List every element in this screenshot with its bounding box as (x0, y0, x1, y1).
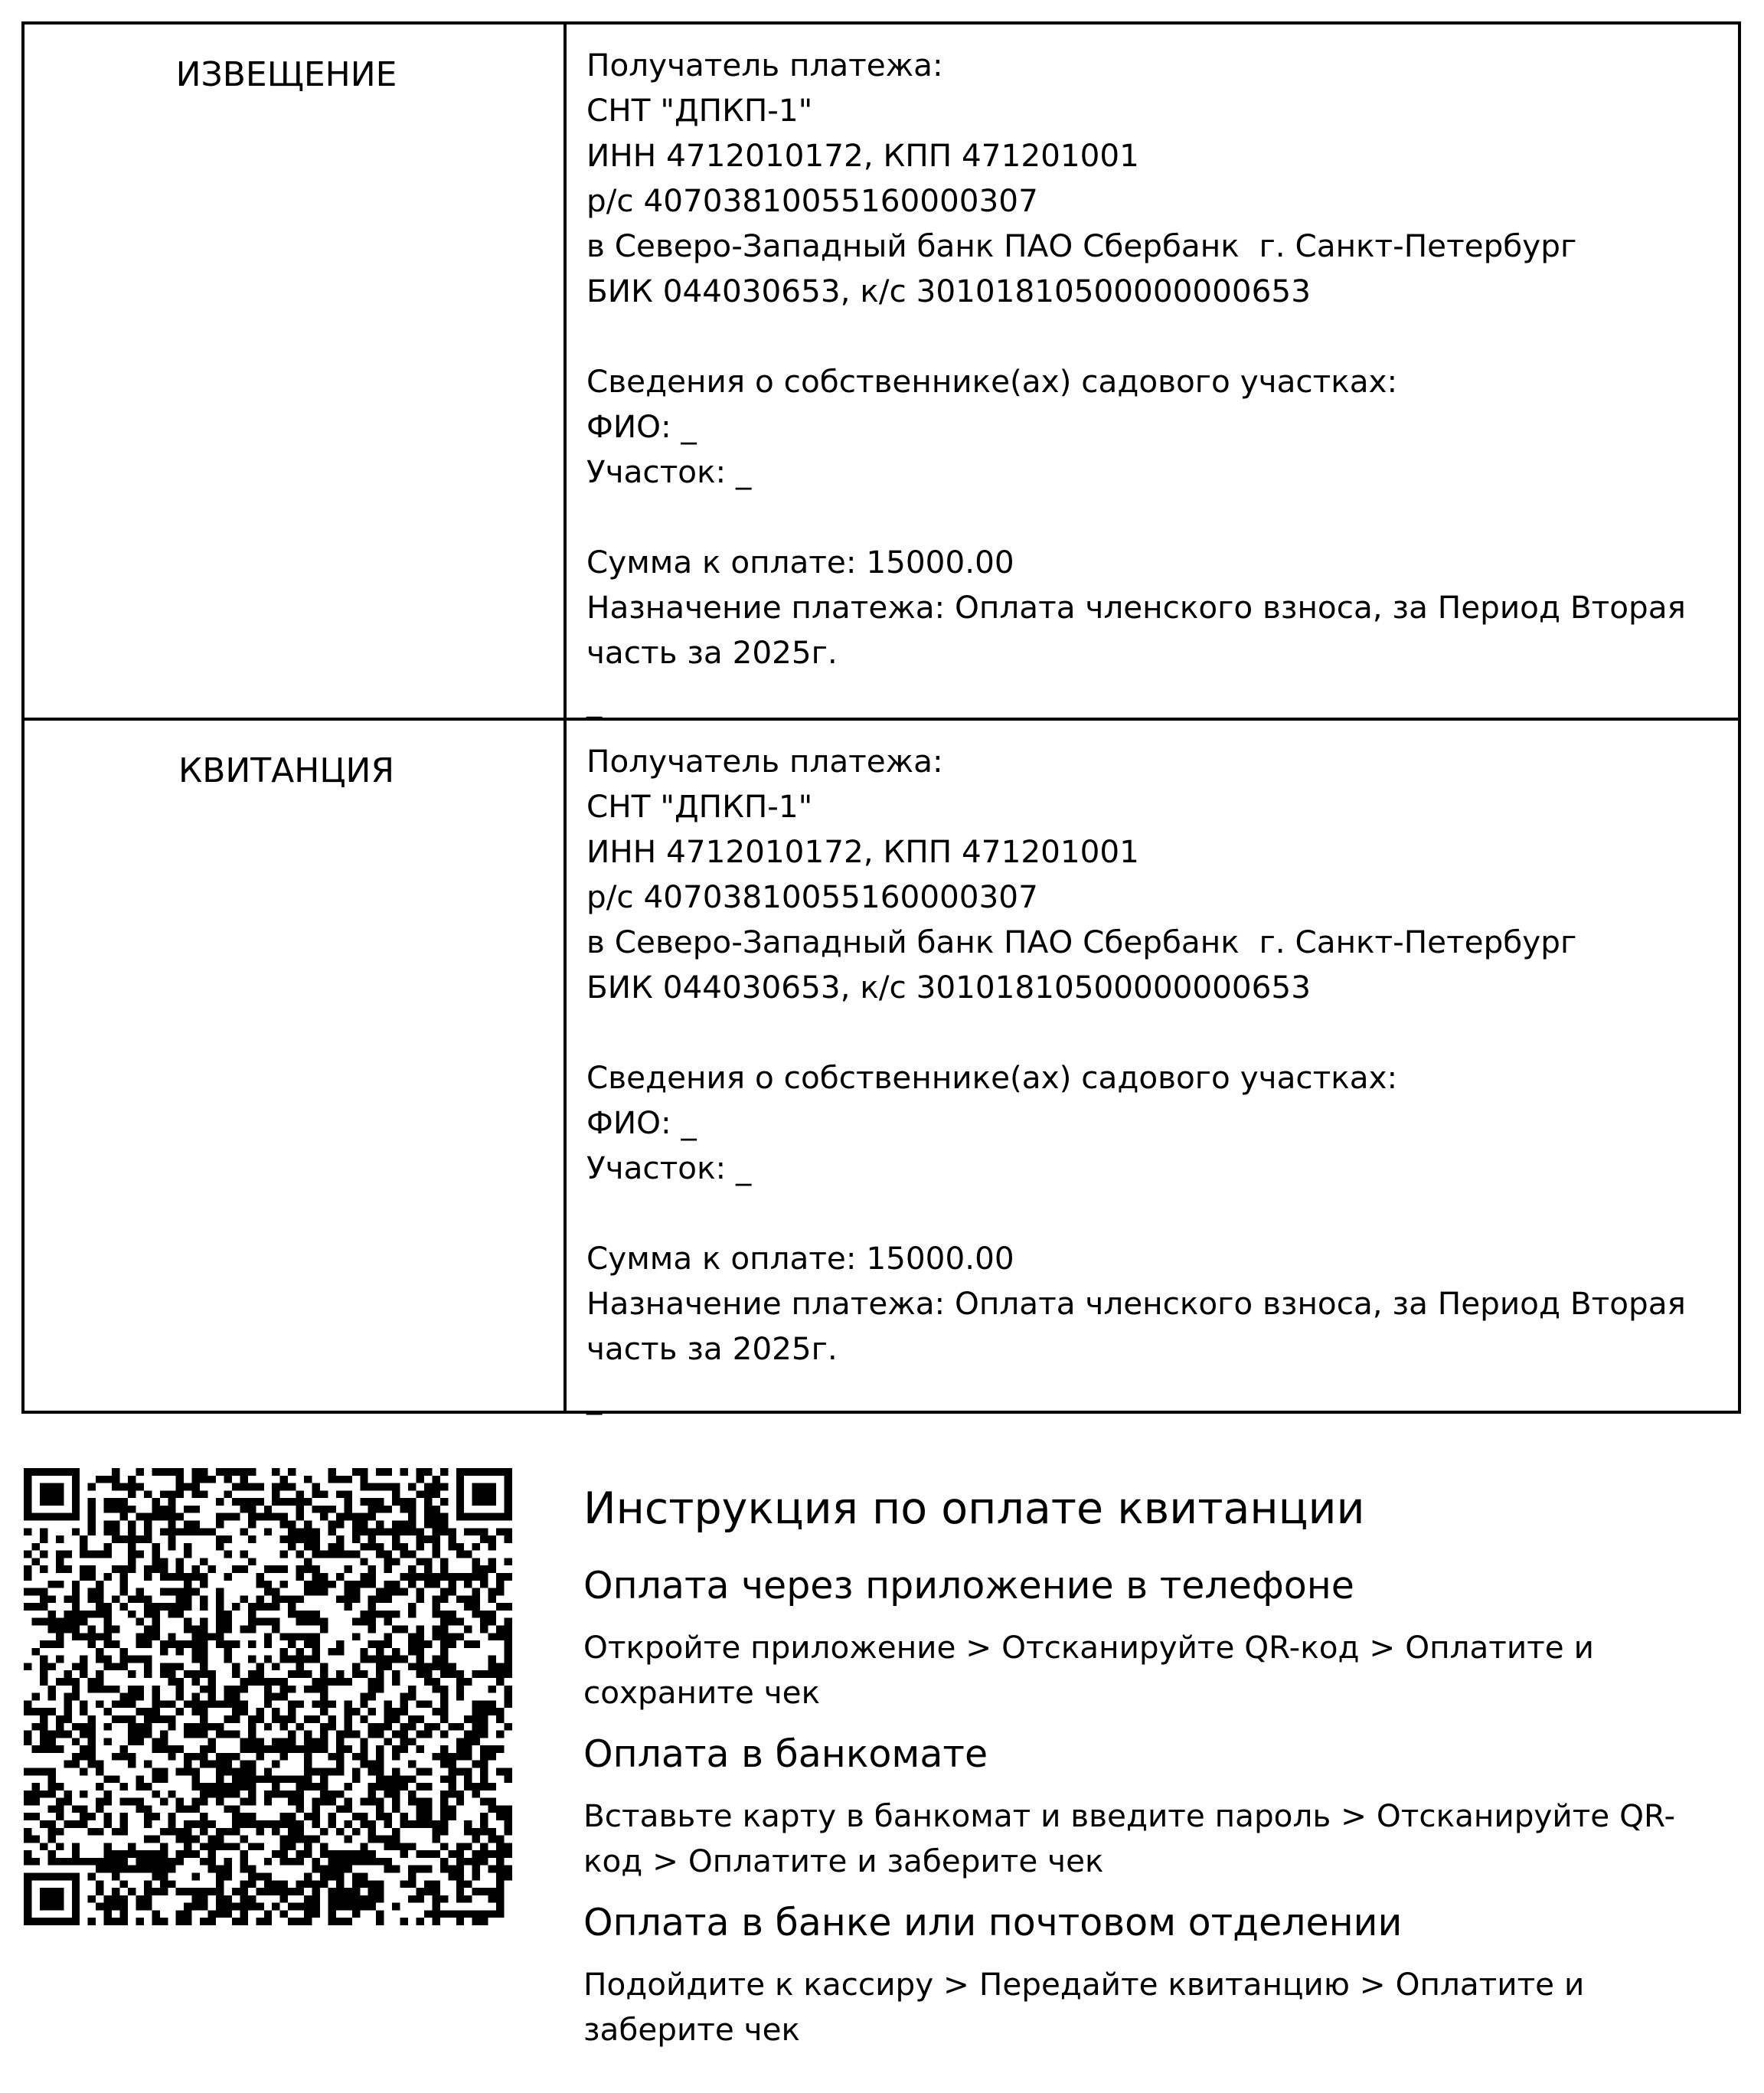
instruction-heading-bank: Оплата в банке или почтовом отделении (583, 1901, 1403, 1944)
qr-finder-pattern (456, 1468, 512, 1521)
payment-purpose: Назначение платежа: Оплата членского взноса, за Период Вторая часть за 2025г. (586, 589, 1686, 671)
instruction-heading-atm: Оплата в банкомате (583, 1732, 988, 1776)
notice-row (24, 25, 1738, 721)
receipt-info-cell (567, 721, 1738, 1414)
qr-finder-pattern (24, 1872, 80, 1925)
account-number: р/с 40703810055160000307 (586, 878, 1038, 915)
inn-kpp: ИНН 4712010172, КПП 471201001 (586, 833, 1139, 870)
bank-name: в Северо-Западный банк ПАО Сбербанк г. Санкт-Петербург (586, 227, 1577, 264)
amount-due: Сумма к оплате: 15000.00 (586, 544, 1014, 580)
owner-info-label: Сведения о собственнике(ах) садового участках: (586, 1059, 1398, 1096)
instruction-text-atm: Вставьте карту в банкомат и введите пароль > Отсканируйте QR-код > Оплатите и заберите чек (583, 1797, 1676, 1879)
recipient-label: Получатель платежа: (586, 47, 943, 83)
recipient-label: Получатель платежа: (586, 743, 943, 780)
qr-code-icon (24, 1468, 512, 1925)
plot-number: Участок: _ (586, 453, 752, 490)
owner-fio: ФИО: _ (586, 1104, 697, 1141)
instructions-title: Инструкция по оплате квитанции (583, 1483, 1365, 1534)
plot-number: Участок: _ (586, 1150, 752, 1186)
inn-kpp: ИНН 4712010172, КПП 471201001 (586, 137, 1139, 174)
owner-fio: ФИО: _ (586, 408, 697, 445)
account-number: р/с 40703810055160000307 (586, 182, 1038, 219)
bik-corr-account: БИК 044030653, к/с 30101810500000000653 (586, 969, 1311, 1006)
receipt-label-cell (24, 721, 567, 1414)
receipt-tail-mark: _ (586, 1378, 603, 1415)
notice-tail-mark: _ (586, 682, 603, 719)
bik-corr-account: БИК 044030653, к/с 30101810500000000653 (586, 273, 1311, 309)
receipt-title: КВИТАНЦИЯ (178, 751, 395, 790)
payment-instructions (583, 1478, 1732, 2065)
payment-form-table (21, 21, 1741, 1414)
notice-info-cell (567, 25, 1738, 718)
bank-name: в Северо-Западный банк ПАО Сбербанк г. Санкт-Петербург (586, 924, 1577, 960)
notice-label-cell (24, 25, 567, 718)
receipt-row (24, 721, 1738, 1414)
payment-purpose: Назначение платежа: Оплата членского взноса, за Период Вторая часть за 2025г. (586, 1285, 1686, 1367)
amount-due: Сумма к оплате: 15000.00 (586, 1240, 1014, 1277)
qr-modules (24, 1468, 512, 1925)
instruction-text-bank: Подойдите к кассиру > Передайте квитанцию > Оплатите и заберите чек (583, 1966, 1585, 2048)
qr-finder-pattern (24, 1468, 80, 1521)
instruction-heading-app: Оплата через приложение в телефоне (583, 1564, 1354, 1607)
recipient-name: СНТ "ДПКП-1" (586, 788, 813, 825)
owner-info-label: Сведения о собственнике(ах) садового участках: (586, 363, 1398, 400)
instruction-text-app: Откройте приложение > Отсканируйте QR-код > Оплатите и сохраните чек (583, 1629, 1594, 1711)
recipient-name: СНТ "ДПКП-1" (586, 92, 813, 129)
notice-title: ИЗВЕЩЕНИЕ (175, 55, 397, 94)
